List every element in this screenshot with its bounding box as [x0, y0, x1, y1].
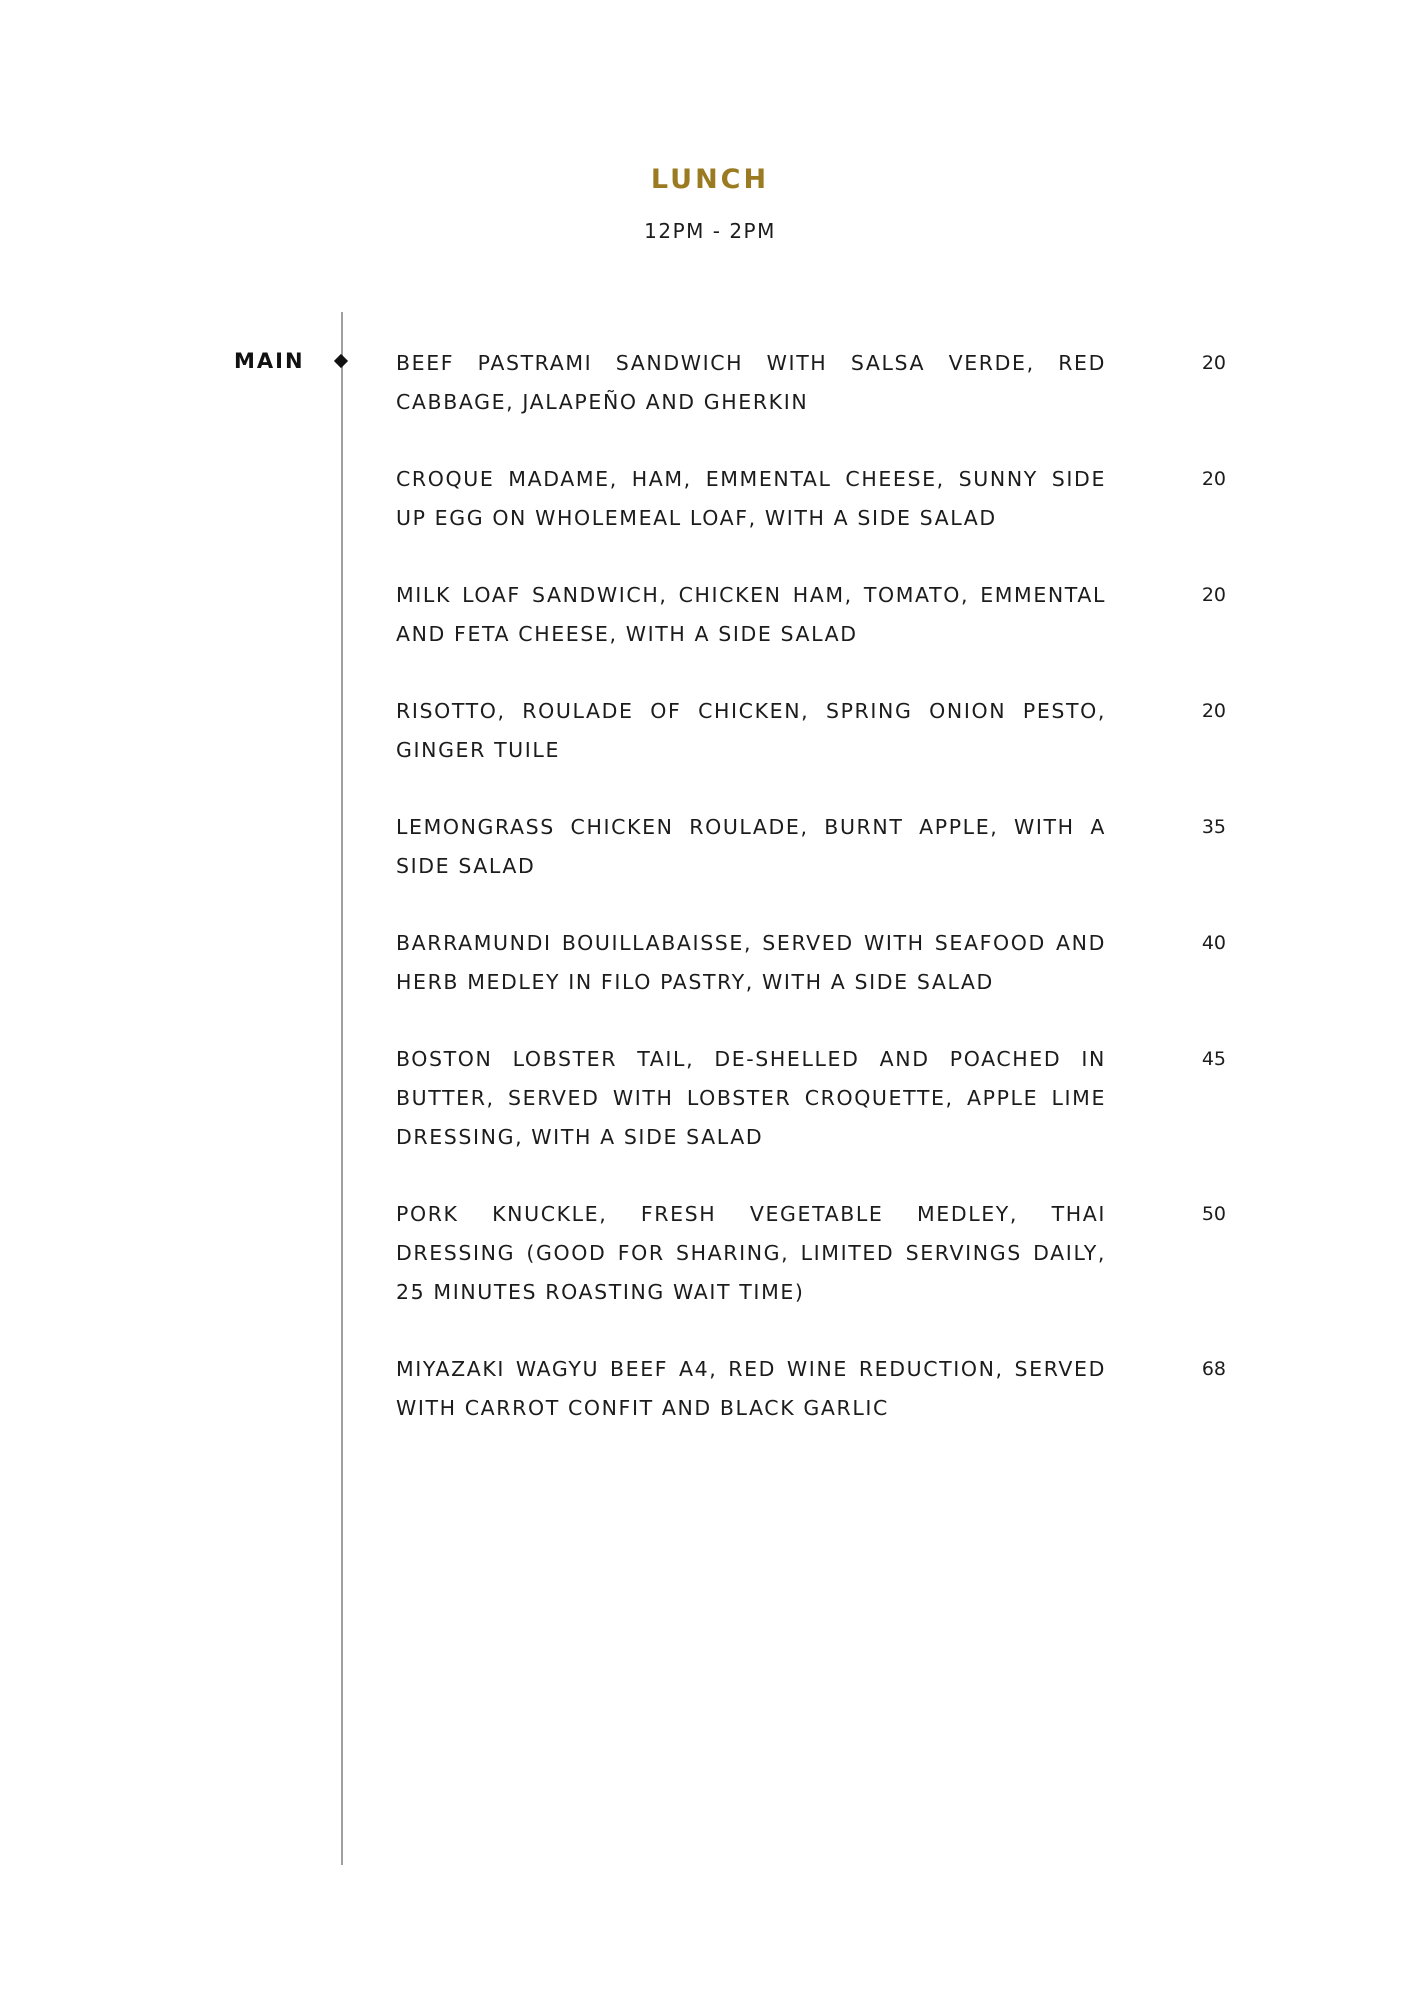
menu-item-description: BOSTON LOBSTER TAIL, DE-SHELLED AND POACHED IN BUTTER, SERVED WITH LOBSTER CROQUETTE, APPLE LIME DRESSING, WITH A SIDE SALAD [396, 1047, 1106, 1149]
menu-item-description: MILK LOAF SANDWICH, CHICKEN HAM, TOMATO, EMMENTAL AND FETA CHEESE, WITH A SIDE SALAD [396, 583, 1106, 646]
section-label-main: MAIN [234, 349, 305, 373]
menu-item-description: LEMONGRASS CHICKEN ROULADE, BURNT APPLE, WITH A SIDE SALAD [396, 815, 1106, 878]
menu-item [396, 1040, 1226, 1195]
menu-item-price: 68 [1201, 1358, 1226, 1380]
menu-item-list [396, 344, 1226, 1428]
section-divider-line [341, 312, 343, 1865]
menu-item [396, 692, 1226, 808]
menu-item-price: 50 [1201, 1203, 1226, 1225]
menu-item [396, 460, 1226, 576]
menu-hours: 12PM - 2PM [644, 219, 776, 243]
menu-item-price: 20 [1201, 584, 1226, 606]
diamond-bullet-icon [334, 354, 348, 368]
menu-item-price: 20 [1201, 352, 1226, 374]
menu-item-description: CROQUE MADAME, HAM, EMMENTAL CHEESE, SUNNY SIDE UP EGG ON WHOLEMEAL LOAF, WITH A SIDE SALAD [396, 467, 1106, 530]
menu-item-price: 40 [1201, 932, 1226, 954]
menu-item-description: PORK KNUCKLE, FRESH VEGETABLE MEDLEY, THAI DRESSING (GOOD FOR SHARING, LIMITED SERVINGS DAILY, 25 MINUTES ROASTING WAIT TIME) [396, 1202, 1106, 1304]
menu-item [396, 576, 1226, 692]
menu-item-price: 20 [1201, 700, 1226, 722]
menu-item-price: 45 [1201, 1048, 1226, 1070]
menu-item-description: MIYAZAKI WAGYU BEEF A4, RED WINE REDUCTION, SERVED WITH CARROT CONFIT AND BLACK GARLIC [396, 1357, 1106, 1420]
menu-item [396, 344, 1226, 460]
menu-item-description: BARRAMUNDI BOUILLABAISSE, SERVED WITH SEAFOOD AND HERB MEDLEY IN FILO PASTRY, WITH A SIDE SALAD [396, 931, 1106, 994]
menu-item-description: RISOTTO, ROULADE OF CHICKEN, SPRING ONION PESTO, GINGER TUILE [396, 699, 1106, 762]
menu-item-price: 35 [1201, 816, 1226, 838]
menu-item [396, 924, 1226, 1040]
menu-item [396, 1350, 1226, 1428]
menu-item-price: 20 [1201, 468, 1226, 490]
menu-title: LUNCH [650, 164, 770, 195]
menu-item [396, 808, 1226, 924]
menu-item-description: BEEF PASTRAMI SANDWICH WITH SALSA VERDE, RED CABBAGE, JALAPEÑO AND GHERKIN [396, 351, 1106, 414]
menu-item [396, 1195, 1226, 1350]
